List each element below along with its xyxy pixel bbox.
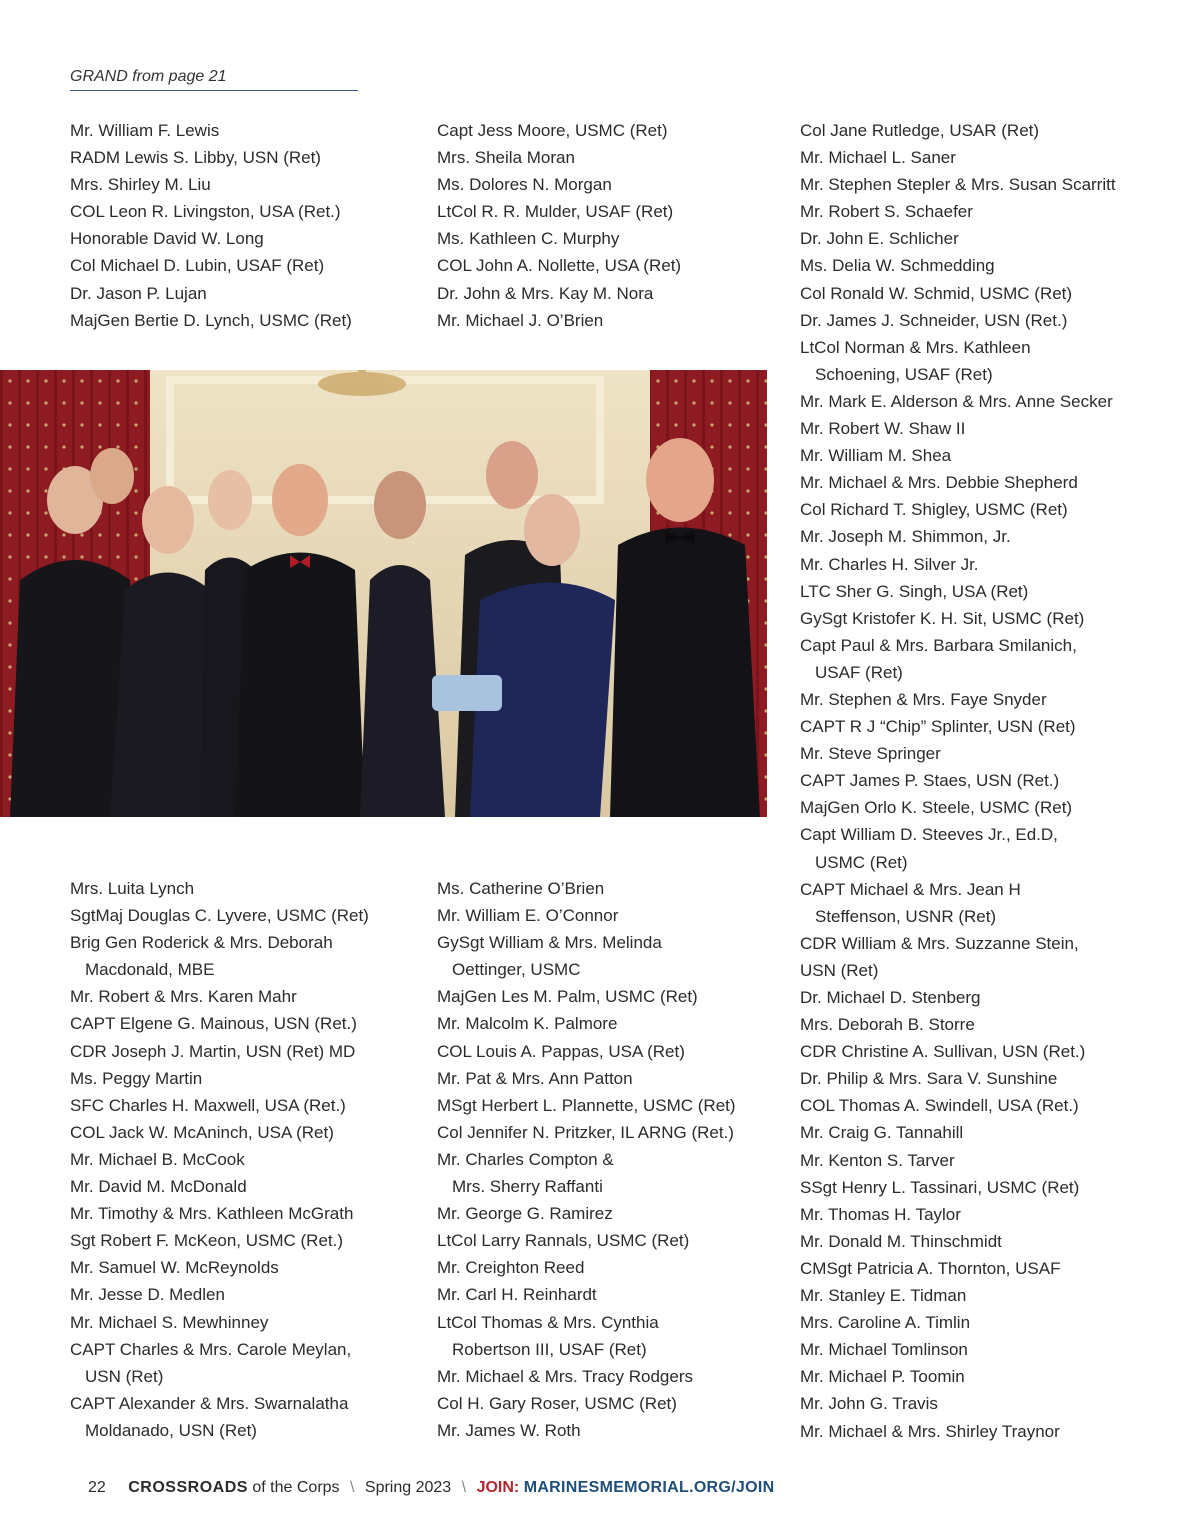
magazine-brand-rest: of the Corps [247, 1479, 340, 1496]
donor-name: Dr. Jason P. Lujan [70, 283, 207, 303]
donor-entry [70, 1146, 369, 1173]
donor-name: Mr. Stanley E. Tidman [800, 1286, 967, 1306]
donor-name: CAPT Alexander & Mrs. Swarnalatha [70, 1393, 349, 1413]
donor-entry [437, 225, 681, 252]
donor-entry [70, 252, 352, 279]
donor-name: CAPT Charles & Mrs. Carole Meylan, [70, 1339, 352, 1359]
donor-entry [70, 902, 369, 929]
donor-name-continued: USAF (Ret) [815, 662, 903, 682]
donor-name: Mr. Michael & Mrs. Shirley Traynor [800, 1421, 1060, 1441]
donor-entry [437, 1038, 736, 1065]
magazine-brand: CROSSROADS [128, 1479, 248, 1496]
donor-name: CDR Joseph J. Martin, USN (Ret) MD [70, 1041, 356, 1061]
donor-name: Dr. Philip & Mrs. Sara V. Sunshine [800, 1069, 1058, 1089]
donor-name: Mr. William E. O’Connor [437, 906, 619, 926]
donor-name: MajGen Orlo K. Steele, USMC (Ret) [800, 798, 1073, 818]
donor-name: Mr. Charles H. Silver Jr. [800, 554, 979, 574]
donor-entry [800, 415, 1116, 442]
donor-entry [800, 740, 1116, 767]
donor-entry [437, 1363, 736, 1390]
donor-entry [800, 876, 1116, 930]
join-label: JOIN: [476, 1479, 520, 1496]
donor-name: Dr. John E. Schlicher [800, 229, 959, 249]
donor-entry [800, 442, 1116, 469]
donor-name-continued: Oettinger, USMC [452, 960, 581, 980]
donor-entry [437, 983, 736, 1010]
footer-separator-2: \ [461, 1479, 467, 1496]
donor-name: Mr. Creighton Reed [437, 1258, 585, 1278]
donor-entry [437, 171, 681, 198]
donor-name: Mr. James W. Roth [437, 1420, 581, 1440]
donor-name: Col Richard T. Shigley, USMC (Ret) [800, 500, 1068, 520]
donor-name: Ms. Catherine O’Brien [437, 879, 605, 898]
donor-entry [800, 1092, 1116, 1119]
donor-entry [800, 686, 1116, 713]
donor-name: Mr. Mark E. Alderson & Mrs. Anne Secker [800, 391, 1113, 411]
donor-name-continued: Moldanado, USN (Ret) [85, 1420, 257, 1440]
donor-entry [800, 388, 1116, 415]
donor-entry [70, 1227, 369, 1254]
donor-name: Mr. Stephen Stepler & Mrs. Susan Scarritt [800, 175, 1116, 195]
donor-entry [800, 1418, 1116, 1445]
donor-name-continued: Schoening, USAF (Ret) [815, 364, 993, 384]
donor-name: Mr. Michael & Mrs. Tracy Rodgers [437, 1366, 694, 1386]
donor-entry [800, 984, 1116, 1011]
donor-entry [437, 875, 736, 902]
donor-name: CDR William & Mrs. Suzzanne Stein, [800, 933, 1079, 953]
donor-name: Mr. William F. Lewis [70, 121, 220, 140]
donor-entry [437, 117, 681, 144]
donor-entry [800, 334, 1116, 388]
donor-column-2-top [437, 117, 681, 334]
donor-entry [437, 1254, 736, 1281]
donor-name: CAPT Michael & Mrs. Jean H [800, 879, 1021, 899]
donor-name: COL Jack W. McAninch, USA (Ret) [70, 1122, 334, 1142]
donor-entry [800, 117, 1116, 144]
donor-name: GySgt Kristofer K. H. Sit, USMC (Ret) [800, 608, 1085, 628]
donor-entry [437, 144, 681, 171]
donor-entry [70, 1065, 369, 1092]
donor-name-continued: Macdonald, MBE [85, 960, 215, 980]
page-footer [88, 1479, 774, 1497]
donor-entry [70, 1200, 369, 1227]
donor-name: MSgt Herbert L. Plannette, USMC (Ret) [437, 1095, 736, 1115]
donor-entry [800, 713, 1116, 740]
donor-entry [800, 1065, 1116, 1092]
donor-entry [800, 821, 1116, 875]
donor-name-continued: Steffenson, USNR (Ret) [815, 906, 997, 926]
donor-entry [800, 605, 1116, 632]
donor-name: SgtMaj Douglas C. Lyvere, USMC (Ret) [70, 906, 369, 926]
donor-name: USN (Ret) [800, 960, 879, 980]
donor-entry [70, 280, 352, 307]
donor-entry [800, 1119, 1116, 1146]
donor-name: Mr. Jesse D. Medlen [70, 1285, 225, 1305]
donor-entry [800, 767, 1116, 794]
donor-name: LTC Sher G. Singh, USA (Ret) [800, 581, 1029, 601]
donor-entry [800, 280, 1116, 307]
donor-name: LtCol Thomas & Mrs. Cynthia [437, 1312, 659, 1332]
donor-entry [800, 632, 1116, 686]
donor-entry [800, 144, 1116, 171]
donor-entry [70, 1092, 369, 1119]
donor-entry [800, 1336, 1116, 1363]
donor-name: Ms. Delia W. Schmedding [800, 256, 995, 276]
donor-entry [800, 794, 1116, 821]
donor-name-continued: Mrs. Sherry Raffanti [452, 1177, 603, 1197]
donor-name: Dr. Michael D. Stenberg [800, 988, 981, 1007]
donor-name: Mr. Robert W. Shaw II [800, 419, 966, 439]
footer-separator-1: \ [350, 1479, 355, 1496]
donor-name: Ms. Peggy Martin [70, 1068, 203, 1088]
donor-name: Capt William D. Steeves Jr., Ed.D, [800, 825, 1058, 845]
donor-entry [437, 1227, 736, 1254]
donor-name: Dr. John & Mrs. Kay M. Nora [437, 283, 654, 303]
donor-name: Mr. Thomas H. Taylor [800, 1204, 961, 1224]
donor-entry [800, 1282, 1116, 1309]
donor-entry [70, 1010, 369, 1037]
donor-name: CMSgt Patricia A. Thornton, USAF [800, 1258, 1061, 1278]
donor-entry [800, 171, 1116, 198]
donor-entry [800, 957, 1116, 984]
donor-name: Mr. Michael J. O’Brien [437, 310, 604, 330]
donor-name: Mr. Craig G. Tannahill [800, 1123, 964, 1143]
continued-from-label: GRAND from page 21 [70, 68, 358, 91]
donor-entry [437, 1200, 736, 1227]
donor-entry [437, 929, 736, 983]
donor-name: Mr. George G. Ramirez [437, 1204, 613, 1224]
donor-entry [70, 1119, 369, 1146]
donor-entry [70, 983, 369, 1010]
donor-name-continued: Robertson III, USAF (Ret) [452, 1339, 647, 1359]
page-number: 22 [88, 1479, 106, 1496]
donor-entry [800, 1201, 1116, 1228]
donor-entry [70, 1336, 369, 1390]
donor-entry [800, 551, 1116, 578]
donor-entry [70, 1038, 369, 1065]
donor-entry [800, 1363, 1116, 1390]
donor-entry [437, 1092, 736, 1119]
donor-entry [70, 225, 352, 252]
donor-entry [800, 1011, 1116, 1038]
donor-name: Col Jane Rutledge, USAR (Ret) [800, 121, 1040, 140]
donor-column-2-bottom [437, 875, 736, 1444]
donor-name: Capt Paul & Mrs. Barbara Smilanich, [800, 635, 1077, 655]
donor-name: COL John A. Nollette, USA (Ret) [437, 256, 682, 276]
donor-entry [70, 117, 352, 144]
donor-name: Mrs. Sheila Moran [437, 148, 575, 168]
donor-name: Capt Jess Moore, USMC (Ret) [437, 121, 668, 140]
donor-entry [70, 171, 352, 198]
donor-column-1-top [70, 117, 352, 334]
donor-name: CAPT Elgene G. Mainous, USN (Ret.) [70, 1014, 357, 1034]
donor-entry [70, 144, 352, 171]
donor-name: COL Leon R. Livingston, USA (Ret.) [70, 202, 341, 222]
donor-entry [70, 198, 352, 225]
donor-name-continued: USMC (Ret) [815, 852, 908, 872]
donor-entry [437, 1281, 736, 1308]
donor-entry [800, 1147, 1116, 1174]
donor-name: Mr. Michael B. McCook [70, 1149, 245, 1169]
donor-name: Mr. Steve Springer [800, 744, 941, 764]
issue-label: Spring 2023 [364, 1479, 452, 1496]
donor-name: Dr. James J. Schneider, USN (Ret.) [800, 310, 1068, 330]
donor-entry [437, 1390, 736, 1417]
donor-entry [800, 198, 1116, 225]
donor-entry [70, 1390, 369, 1444]
donor-entry [70, 1254, 369, 1281]
donor-entry [800, 1038, 1116, 1065]
donor-name: Mr. Stephen & Mrs. Faye Snyder [800, 689, 1047, 709]
donor-name: GySgt William & Mrs. Melinda [437, 933, 662, 953]
donor-entry [70, 307, 352, 334]
donor-entry [800, 523, 1116, 550]
donor-name: Mr. Timothy & Mrs. Kathleen McGrath [70, 1204, 354, 1224]
donor-name: COL Thomas A. Swindell, USA (Ret.) [800, 1096, 1079, 1116]
donor-name: Mr. John G. Travis [800, 1394, 938, 1414]
donor-name: Col Jennifer N. Pritzker, IL ARNG (Ret.) [437, 1122, 734, 1142]
donor-entry [800, 252, 1116, 279]
donor-entry [437, 902, 736, 929]
donor-name: Mr. Michael & Mrs. Debbie Shepherd [800, 473, 1078, 493]
donor-name: LtCol R. R. Mulder, USAF (Ret) [437, 202, 674, 222]
donor-entry [800, 1309, 1116, 1336]
donor-name: LtCol Norman & Mrs. Kathleen [800, 337, 1031, 357]
donor-name: Mr. Charles Compton & [437, 1149, 614, 1169]
donor-name: Mr. David M. McDonald [70, 1177, 247, 1197]
donor-entry [800, 496, 1116, 523]
donor-name: Ms. Dolores N. Morgan [437, 175, 612, 195]
donor-entry [800, 1174, 1116, 1201]
donor-name: Mrs. Luita Lynch [70, 879, 195, 898]
donor-name: Col H. Gary Roser, USMC (Ret) [437, 1393, 677, 1413]
donor-entry [800, 225, 1116, 252]
donor-name: CDR Christine A. Sullivan, USN (Ret.) [800, 1042, 1086, 1062]
donor-name: Mr. Michael P. Toomin [800, 1367, 965, 1387]
donor-entry [437, 1010, 736, 1037]
donor-name: Mr. Malcolm K. Palmore [437, 1014, 618, 1034]
donor-entry [437, 280, 681, 307]
donor-name: Mr. William M. Shea [800, 446, 952, 466]
donor-name: Mr. Donald M. Thinschmidt [800, 1231, 1002, 1251]
donor-name-continued: USN (Ret) [85, 1366, 164, 1386]
donor-name: Brig Gen Roderick & Mrs. Deborah [70, 933, 333, 953]
donor-entry [70, 1309, 369, 1336]
donor-name: Mr. Michael Tomlinson [800, 1340, 968, 1360]
donor-name: Mr. Robert & Mrs. Karen Mahr [70, 987, 297, 1007]
donor-name: RADM Lewis S. Libby, USN (Ret) [70, 148, 321, 168]
donor-entry [800, 1390, 1116, 1417]
join-link[interactable]: MARINESMEMORIAL.ORG/JOIN [523, 1479, 775, 1496]
donor-entry [800, 930, 1116, 957]
donor-name: LtCol Larry Rannals, USMC (Ret) [437, 1231, 690, 1251]
donor-name: Mr. Carl H. Reinhardt [437, 1285, 597, 1305]
donor-entry [70, 1173, 369, 1200]
donor-entry [437, 307, 681, 334]
donor-name: Mrs. Shirley M. Liu [70, 175, 211, 195]
donor-name: Mr. Robert S. Schaefer [800, 202, 973, 222]
donor-entry [800, 578, 1116, 605]
donor-entry [800, 1228, 1116, 1255]
donor-entry [437, 1065, 736, 1092]
donor-entry [437, 1309, 736, 1363]
donor-name: Mr. Kenton S. Tarver [800, 1150, 955, 1170]
donor-name: Ms. Kathleen C. Murphy [437, 229, 620, 249]
event-group-photo [0, 370, 767, 817]
donor-name: Mr. Joseph M. Shimmon, Jr. [800, 527, 1011, 547]
donor-name: Sgt Robert F. McKeon, USMC (Ret.) [70, 1231, 344, 1251]
donor-name: Mr. Michael S. Mewhinney [70, 1312, 269, 1332]
donor-entry [70, 875, 369, 902]
donor-name: CAPT James P. Staes, USN (Ret.) [800, 771, 1060, 791]
donor-name: Honorable David W. Long [70, 229, 264, 249]
donor-entry [800, 469, 1116, 496]
donor-name: Mrs. Caroline A. Timlin [800, 1313, 971, 1333]
donor-column-3 [800, 117, 1116, 1445]
donor-name: Col Michael D. Lubin, USAF (Ret) [70, 256, 325, 276]
donor-name: Mr. Michael L. Saner [800, 148, 956, 168]
donor-name: CAPT R J “Chip” Splinter, USN (Ret) [800, 717, 1076, 737]
donor-name: MajGen Bertie D. Lynch, USMC (Ret) [70, 310, 352, 330]
donor-name: SFC Charles H. Maxwell, USA (Ret.) [70, 1095, 346, 1115]
donor-entry [437, 252, 681, 279]
donor-column-1-bottom [70, 875, 369, 1444]
donor-entry [70, 929, 369, 983]
donor-name: COL Louis A. Pappas, USA (Ret) [437, 1041, 685, 1061]
donor-entry [70, 1281, 369, 1308]
donor-name: Col Ronald W. Schmid, USMC (Ret) [800, 283, 1073, 303]
donor-entry [437, 1119, 736, 1146]
donor-entry [437, 1417, 736, 1444]
donor-entry [800, 1255, 1116, 1282]
donor-entry [437, 1146, 736, 1200]
donor-name: SSgt Henry L. Tassinari, USMC (Ret) [800, 1177, 1080, 1197]
donor-name: Mr. Samuel W. McReynolds [70, 1258, 279, 1278]
donor-name: MajGen Les M. Palm, USMC (Ret) [437, 987, 698, 1007]
donor-name: Mrs. Deborah B. Storre [800, 1015, 975, 1035]
donor-entry [800, 307, 1116, 334]
donor-name: Mr. Pat & Mrs. Ann Patton [437, 1068, 633, 1088]
donor-entry [437, 198, 681, 225]
